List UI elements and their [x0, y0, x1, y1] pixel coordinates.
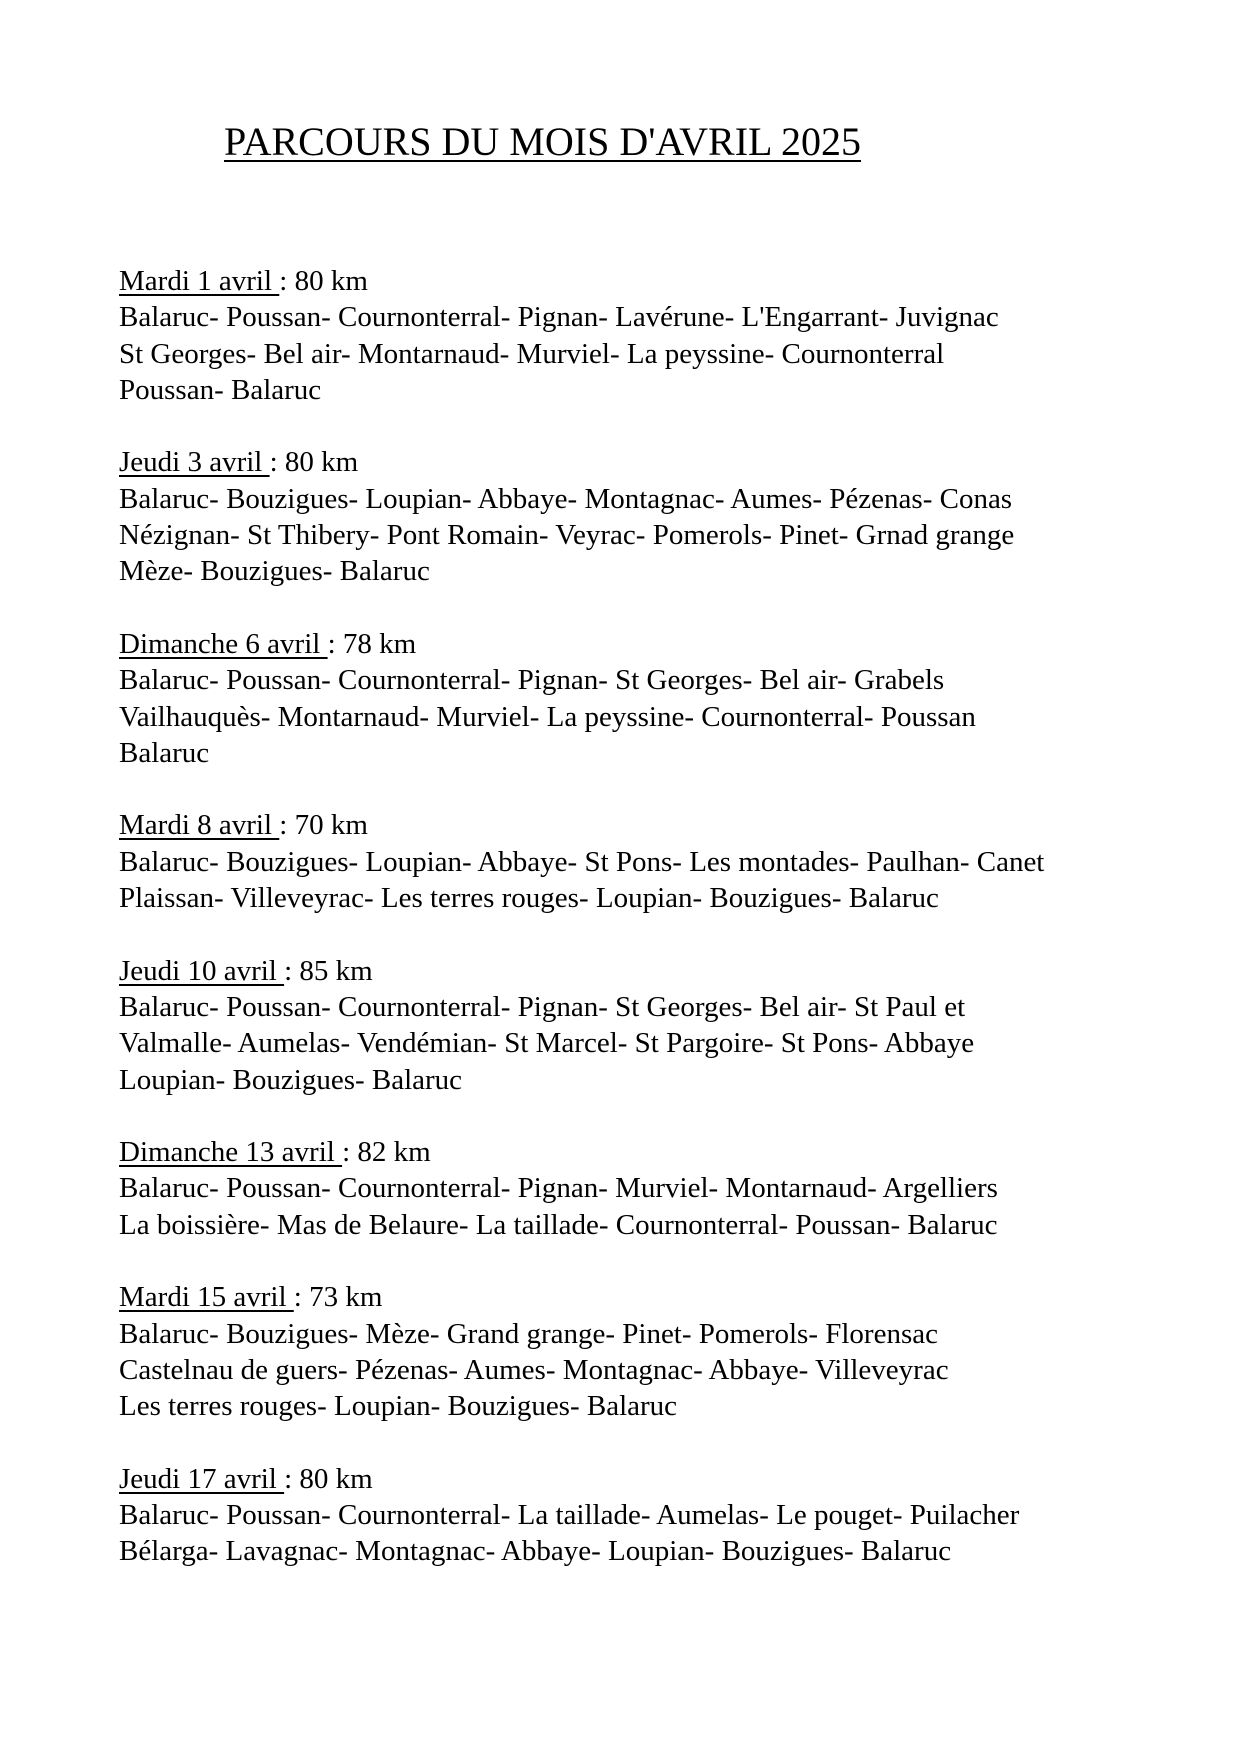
route-line: Mèze- Bouzigues- Balaruc: [119, 555, 430, 588]
ride-heading: [119, 953, 1139, 989]
route-line: La boissière- Mas de Belaure- La taillade- Cournonterral- Poussan- Balaruc: [119, 1208, 998, 1241]
page-title: PARCOURS DU MOIS D'AVRIL 2025: [224, 119, 861, 164]
route-line: St Georges- Bel air- Montarnaud- Murviel- La peyssine- Cournonterral: [119, 337, 945, 370]
route-line: Balaruc- Poussan- Cournonterral- Pignan- St Georges- Bel air- Grabels: [119, 664, 945, 697]
ride-heading: [119, 807, 1139, 843]
route-line: Nézignan- St Thibery- Pont Romain- Veyrac- Pomerols- Pinet- Grnad grange: [119, 519, 1015, 552]
route-line: Les terres rouges- Loupian- Bouzigues- Balaruc: [119, 1390, 678, 1423]
route-line: Vailhauquès- Montarnaud- Murviel- La peyssine- Cournonterral- Poussan: [119, 700, 976, 733]
route-line: Plaissan- Villeveyrac- Les terres rouges- Loupian- Bouzigues- Balaruc: [119, 882, 939, 915]
ride-list: [119, 263, 1139, 1606]
ride-entry: [119, 807, 1139, 916]
ride-date: Jeudi 3 avril: [119, 446, 270, 479]
ride-entry: [119, 1461, 1139, 1570]
route-line: Balaruc- Bouzigues- Mèze- Grand grange- Pinet- Pomerols- Florensac: [119, 1317, 938, 1350]
ride-date: Dimanche 6 avril: [119, 627, 328, 660]
ride-distance: : 80 km: [284, 1462, 373, 1495]
route-line: Valmalle- Aumelas- Vendémian- St Marcel- St Pargoire- St Pons- Abbaye: [119, 1027, 975, 1060]
route-line: Balaruc- Poussan- Cournonterral- Pignan- St Georges- Bel air- St Paul et: [119, 990, 966, 1023]
route-line: Poussan- Balaruc: [119, 373, 322, 406]
ride-entry: [119, 626, 1139, 771]
route-line: Balaruc- Bouzigues- Loupian- Abbaye- Montagnac- Aumes- Pézenas- Conas: [119, 482, 1013, 515]
route-line: Bélarga- Lavagnac- Montagnac- Abbaye- Loupian- Bouzigues- Balaruc: [119, 1535, 952, 1568]
route-line: Balaruc- Bouzigues- Loupian- Abbaye- St Pons- Les montades- Paulhan- Canet: [119, 845, 1045, 878]
ride-heading: [119, 1279, 1139, 1315]
ride-heading: [119, 626, 1139, 662]
ride-entry: [119, 263, 1139, 408]
route-line: Balaruc: [119, 736, 210, 769]
route-line: Balaruc- Poussan- Cournonterral- La taillade- Aumelas- Le pouget- Puilacher: [119, 1499, 1020, 1532]
route-line: Balaruc- Poussan- Cournonterral- Pignan- Lavérune- L'Engarrant- Juvignac: [119, 301, 999, 334]
ride-date: Mardi 15 avril: [119, 1281, 294, 1314]
ride-date: Mardi 8 avril: [119, 809, 280, 842]
route-line: Castelnau de guers- Pézenas- Aumes- Montagnac- Abbaye- Villeveyrac: [119, 1353, 949, 1386]
ride-date: Mardi 1 avril: [119, 265, 280, 297]
ride-distance: : 85 km: [284, 954, 373, 987]
ride-distance: : 78 km: [327, 627, 417, 660]
ride-entry: [119, 1279, 1139, 1424]
ride-distance: : 73 km: [293, 1281, 383, 1314]
ride-distance: : 80 km: [269, 446, 359, 479]
ride-date: Dimanche 13 avril: [119, 1136, 343, 1169]
ride-entry: [119, 444, 1139, 589]
ride-distance: : 82 km: [342, 1136, 431, 1169]
ride-date: Jeudi 17 avril: [119, 1462, 285, 1495]
ride-distance: : 80 km: [279, 265, 368, 297]
ride-entry: [119, 1134, 1139, 1243]
ride-entry: [119, 953, 1139, 1098]
ride-distance: : 70 km: [279, 809, 368, 842]
ride-heading: [119, 1461, 1139, 1497]
route-line: Balaruc- Poussan- Cournonterral- Pignan- Murviel- Montarnaud- Argelliers: [119, 1172, 998, 1205]
ride-heading: [119, 1134, 1139, 1170]
ride-date: Jeudi 10 avril: [119, 954, 285, 987]
route-line: Loupian- Bouzigues- Balaruc: [119, 1063, 463, 1096]
ride-heading: [119, 444, 1139, 480]
ride-heading: [119, 263, 1139, 299]
